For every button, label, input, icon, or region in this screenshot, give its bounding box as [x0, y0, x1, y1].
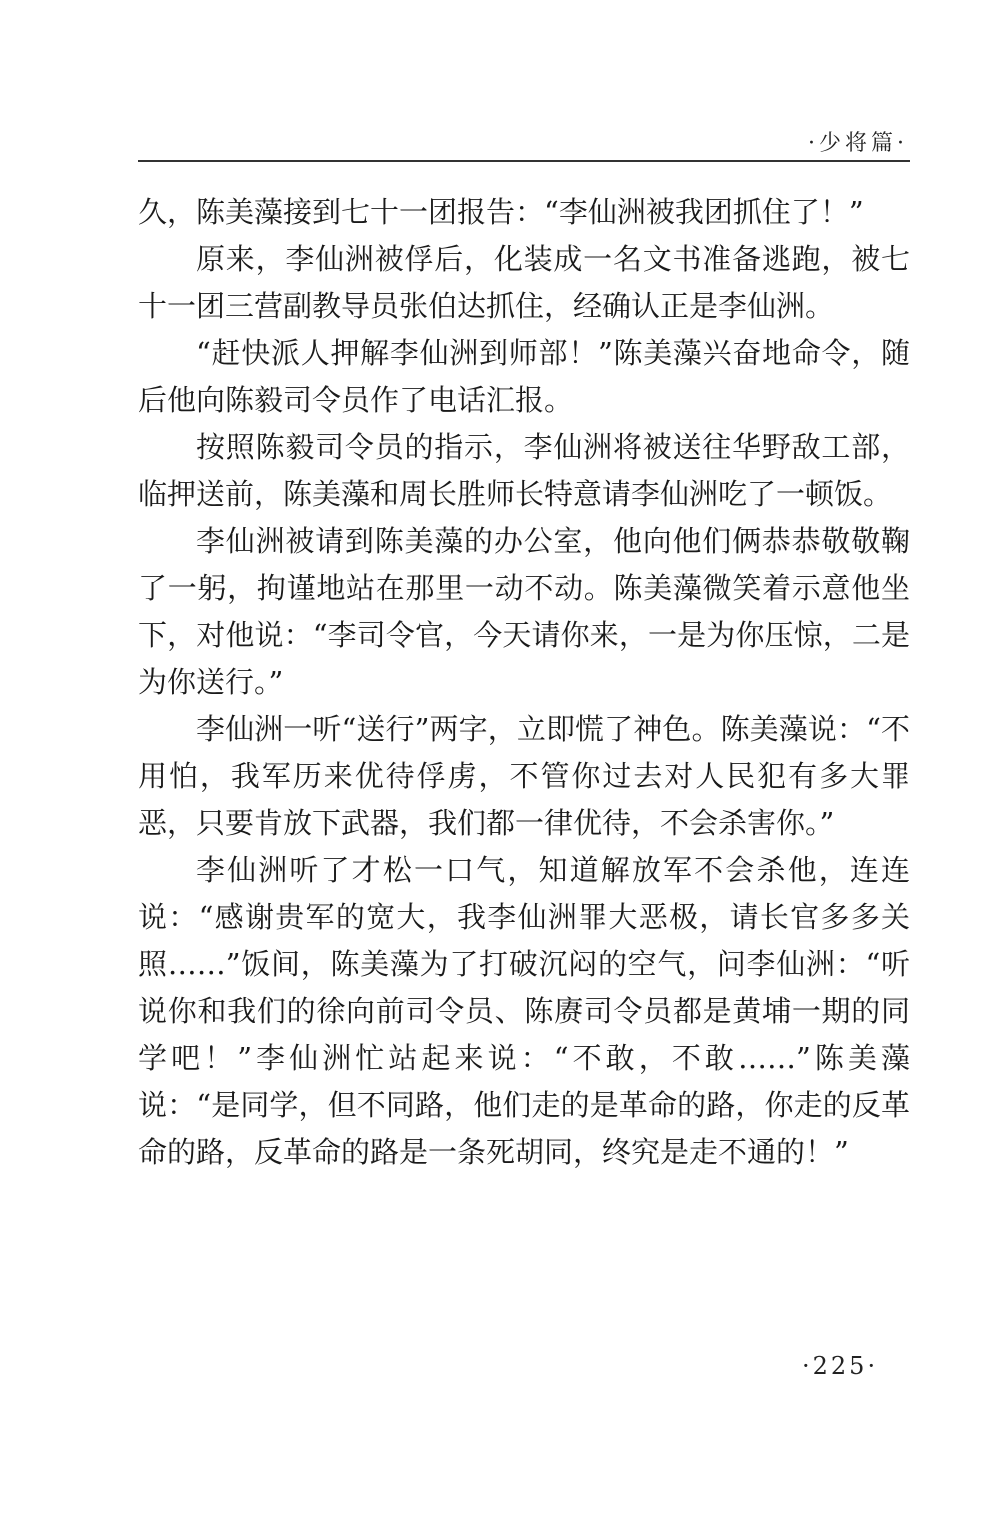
paragraph: 李仙洲听了才松一口气，知道解放军不会杀他，连连说：“感谢贵军的宽大，我李仙洲罪大恶极，请长官多多关照……”饭间，陈美藻为了打破沉闷的空气，问李仙洲：“听说你和我们的徐向前司令员、陈赓司令员都是黄埔一期的同学吧！”李仙洲忙站起来说：“不敢，不敢……”陈美藻说：“是同学，但不同路，他们走的是革命的路，你走的反革命的路，反革命的路是一条死胡同，终究是走不通的！”: [138, 853, 910, 1169]
body-text: [138, 189, 910, 1176]
paragraph: 原来，李仙洲被俘后，化装成一名文书准备逃跑，被七十一团三营副教导员张伯达抓住，经确认正是李仙洲。: [138, 242, 910, 323]
header-rule: [138, 160, 910, 162]
paragraph-continued: 久，陈美藻接到七十一团报告：“李仙洲被我团抓住了！”: [138, 195, 864, 229]
paragraph: 李仙洲一听“送行”两字，立即慌了神色。陈美藻说：“不用怕，我军历来优待俘虏，不管你过去对人民犯有多大罪恶，只要肯放下武器，我们都一律优待，不会杀害你。”: [138, 712, 910, 840]
running-head: ·少将篇·: [808, 131, 908, 156]
paragraph: 按照陈毅司令员的指示，李仙洲将被送往华野敌工部，临押送前，陈美藻和周长胜师长特意请李仙洲吃了一顿饭。: [138, 430, 910, 511]
page-number: ·225·: [802, 1352, 879, 1380]
paragraph: “赶快派人押解李仙洲到师部！”陈美藻兴奋地命令，随后他向陈毅司令员作了电话汇报。: [138, 336, 910, 417]
paragraph: 李仙洲被请到陈美藻的办公室，他向他们俩恭恭敬敬鞠了一躬，拘谨地站在那里一动不动。陈美藻微笑着示意他坐下，对他说：“李司令官，今天请你来，一是为你压惊，二是为你送行。”: [138, 524, 910, 699]
